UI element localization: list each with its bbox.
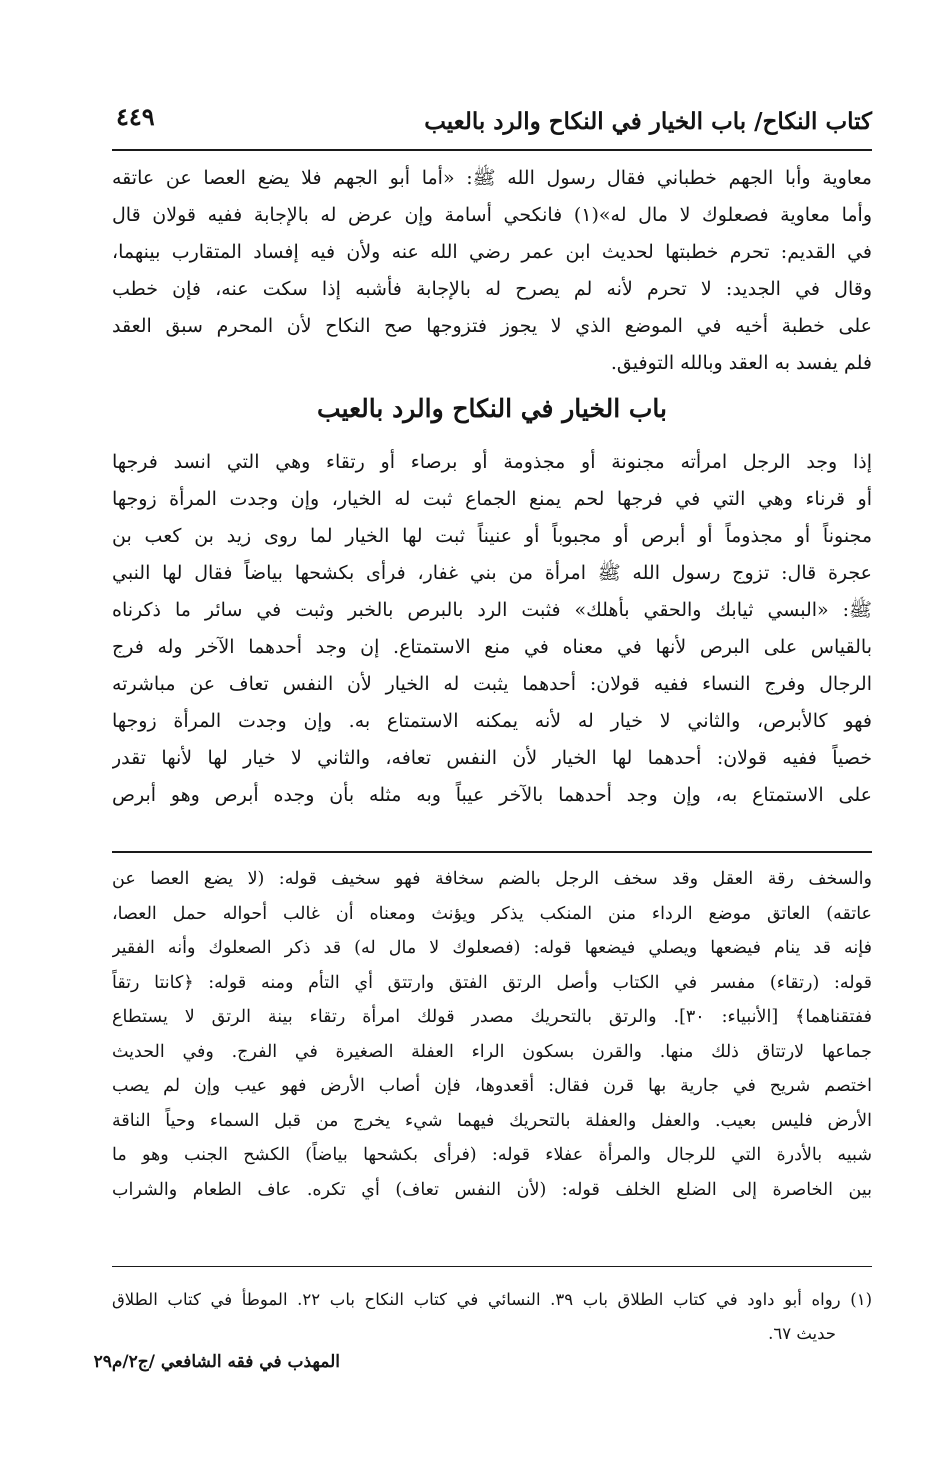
- header-rule: [112, 149, 872, 151]
- commentary-rule: [112, 851, 872, 853]
- section-title: باب الخيار في النكاح والرد بالعيب: [317, 394, 667, 423]
- text-line: ﷺ: «البسي ثيابك والحقي بأهلك» فثبت الرد بالبرص بالخبر وثبت في سائر ما ذكرناه: [112, 599, 872, 621]
- text-line: وقال في الجديد: لا تحرم لأنه لم يصرح له بالإجابة فأشبه إذا سكت عنه، فإن خطب: [112, 278, 872, 300]
- page-header: [112, 96, 872, 146]
- text-line: معاوية وأبا الجهم خطباني فقال رسول الله ﷺ: «أما أبو الجهم فلا يضع العصا عن عاتقه: [112, 167, 872, 189]
- footnote-line: حديث ٦٧.: [768, 1324, 836, 1343]
- text-line: خصياً ففيه قولان: أحدهما لها الخيار لأن النفس تعافه، والثاني لا خيار لها لأنها تقدر: [112, 747, 872, 769]
- text-line: بالقياس على البرص لأنها في معناه في منع الاستمتاع. إن وجد أحدهما الآخر وله فرج: [112, 636, 872, 658]
- note-line: بين الخاصرة إلى الضلع الخلف قوله: (لأن النفس تعاف) أي تكره. عاف الطعام والشراب: [112, 1179, 872, 1200]
- text-line: على الاستمتاع به، وإن وجد أحدهما بالآخر عيباً وبه مثله بأن وجده أبرص وهو أبرص: [112, 784, 872, 806]
- text-line: في القديم: تحرم خطبتها لحديث ابن عمر رضي الله عنه ولأن فيه إفساد المتقارب بينهما،: [112, 241, 872, 263]
- note-line: ففتقناهما﴾ [الأنبياء: ٣٠]. والرتق بالتحريك مصدر قولك امرأة رتقاء بينة الرتق لا يستطاع: [112, 1007, 872, 1027]
- note-line: الأرض فليس بعيب. والعفل والعفلة بالتحريك فيهما شيء يخرج من قبل السماء وحياً الناقة: [112, 1110, 872, 1131]
- text-line: الرجال وفرج النساء ففيه قولان: أحدهما يثبت له الخيار لأن النفس تعاف عن مباشرته: [112, 673, 872, 695]
- text-line: وأما معاوية فصعلوك لا مال له»(١) فانكحي أسامة وإن عرض له بالإجابة ففيه قولان قال: [112, 204, 872, 226]
- text-line: على خطبة أخيه في الموضع الذي لا يجوز فتزوجها صح النكاح لأن المحرم سبق العقد: [112, 315, 872, 337]
- note-line: شبيه بالأدرة التي للرجال والمرأة عفلاء قوله: (فرأى بكشحها بياضاً) الكشح الجنب وهو ما: [112, 1145, 872, 1165]
- note-line: جماعها لارتتاق ذلك منها. والقرن بسكون الراء العفلة الصغيرة في الفرج. وفي الحديث: [112, 1041, 872, 1062]
- running-head: كتاب النكاح/ باب الخيار في النكاح والرد بالعيب: [424, 108, 872, 135]
- note-line: عاتقه) العاتق موضع الرداء منن المنكب يذكر ويؤنث ومعناه أن غالب أحواله حمل العصا،: [112, 903, 872, 924]
- footnotes: [112, 1283, 872, 1351]
- signature-line: المهذب في فقه الشافعي /ج٢/م٢٩: [93, 1352, 340, 1372]
- footnote-rule: [112, 1266, 872, 1267]
- text-line: فلم يفسد به العقد وبالله التوفيق.: [610, 352, 872, 374]
- note-line: فإنه قد ينام فيضعها ويصلي فيضعها قوله: (فصعلوك لا مال له) قد ذكر الصعلوك وأنه الفقير: [112, 938, 872, 958]
- text-line: أو قرناء وهي التي في فرجها لحم يمنع الجماع ثبت له الخيار، وإن وجدت المرأة زوجها: [112, 488, 872, 510]
- text-line: فهو كالأبرص، والثاني لا خيار له لأنه يمكنه الاستمتاع به. وإن وجدت المرأة زوجها: [112, 710, 872, 732]
- commentary-notes: [112, 862, 872, 1207]
- note-line: قوله: (رتقاء) مفسر في الكتاب وأصل الرتق الفتق وارتتق أي التأم ومنه قوله: ﴿كانتا رتقاً: [112, 972, 872, 993]
- page-number: ٤٤٩: [116, 102, 155, 131]
- text-line: إذا وجد الرجل امرأته مجنونة أو مجذومة أو برصاء أو رتقاء وهي التي انسد فرجها: [112, 451, 872, 473]
- main-text-section: [112, 444, 872, 814]
- footnote-line: (١) رواه أبو داود في كتاب الطلاق باب ٣٩. النسائي في كتاب النكاح باب ٢٢. الموطأ في كتاب الطلاق: [112, 1290, 872, 1309]
- note-line: اختصم شريح في جارية بها قرن فقال: أقعدوها، فإن أصاب الأرض فهو عيب وإن لم يصب: [112, 1076, 872, 1096]
- text-line: عجرة قال: تزوج رسول الله ﷺ امرأة من بني غفار، فرأى بكشحها بياضاً فقال لها النبي: [112, 562, 872, 584]
- text-line: مجنوناً أو مجذوماً أو أبرص أو مجبوباً أو عنيناً ثبت لها الخيار لما روى زيد بن كعب بن: [112, 525, 872, 547]
- main-text-continuation: [112, 160, 872, 382]
- note-line: والسخف رقة العقل وقد سخف الرجل بالضم سخافة فهو سخيف قوله: (لا يضع العصا عن: [112, 869, 872, 889]
